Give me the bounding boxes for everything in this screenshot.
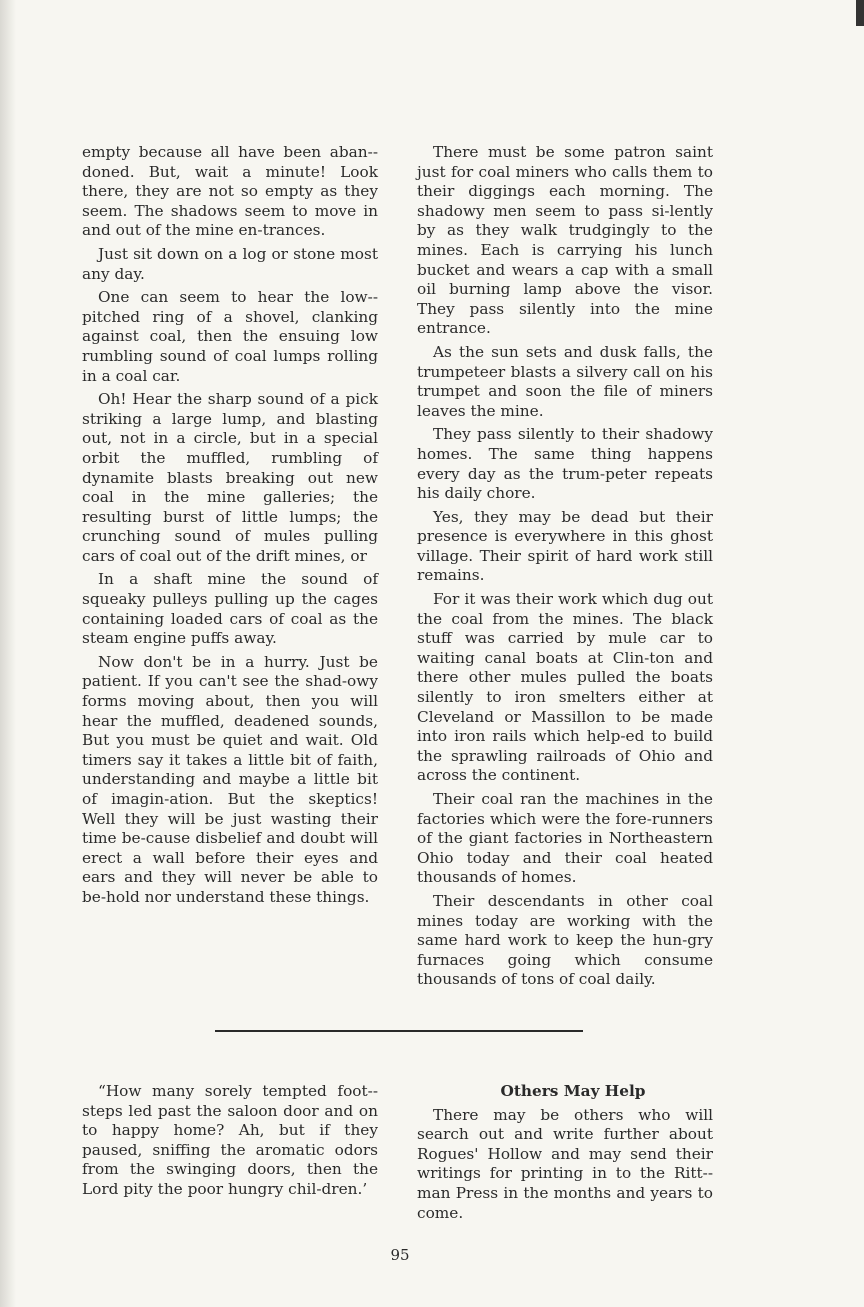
section-heading: Others May Help [500, 1082, 646, 1100]
paragraph: empty because all have been aban-doned. But, wait a minute! Look there, they are not so empty as they seem. The shadows seem to move in and out of the mine en-trances. [82, 143, 378, 240]
paragraph: As the sun sets and dusk falls, the trumpeteer blasts a silvery call on his trumpet and soon the file of miners leaves the mine. [417, 342, 713, 420]
paragraph: Their descendants in other coal mines today are working with the same hard work to keep the hun-gry furnaces going which consume thousands of tons of coal daily. [417, 891, 713, 989]
section-divider [215, 1030, 583, 1032]
paragraph: In a shaft mine the sound of squeaky pulleys pulling up the cages containing loaded cars of coal as the steam engine puffs away. [82, 570, 378, 648]
paragraph: There may be others who will search out and write further about Rogues' Hollow and may send their writings for printing in to the Ritt-man Press in the months and years to come. [417, 1105, 713, 1222]
paragraph: Now don't be in a hurry. Just be patient. If you can't see the shad-owy forms moving about, then you will hear the muffled, deadened sounds, But you must be quiet and wait. Old timers say it takes a little bit of faith, understanding and maybe a little bit of imagin-ation. But the skeptics! Well they will be just wasting their time be-cause disbelief and doubt will erect a wall before their eyes and ears and they will never be able to be-hold nor understand these things. [82, 652, 378, 906]
page-edge-mark [856, 0, 864, 26]
paragraph: One can seem to hear the low-pitched ring of a shovel, clanking against coal, then the ensuing low rumbling sound of coal lumps rolling in a coal car. [82, 288, 378, 385]
paragraph: For it was their work which dug out the coal from the mines. The black stuff was carried by mule car to waiting canal boats at Clin-ton and there other mules pulled the boats silently to iron smelters either at Cleveland or Massillon to be made into iron rails which help-ed to build the sprawling railroads of Ohio and across the continent. [417, 590, 713, 785]
page-number: 95 [390, 1246, 410, 1264]
paragraph: Just sit down on a log or stone most any day. [82, 244, 378, 283]
right-column [417, 143, 713, 994]
page-binding-shadow [0, 0, 16, 1307]
quote-block [82, 1082, 378, 1204]
others-may-help-section [417, 1082, 713, 1227]
paragraph: Yes, they may be dead but their presence is everywhere in this ghost village. Their spirit of hard work still remains. [417, 507, 713, 585]
paragraph: Their coal ran the machines in the factories which were the fore-runners of the giant factories in Northeastern Ohio today and their coal heated thousands of homes. [417, 790, 713, 887]
paragraph: Oh! Hear the sharp sound of a pick striking a large lump, and blasting out, not in a circle, but in a special orbit the muffled, rumbling of dynamite blasts breaking out new coal in the mine galleries; the resulting burst of little lumps; the crunching sound of mules pulling cars of coal out of the drift mines, or [82, 390, 378, 565]
left-column [82, 143, 378, 912]
paragraph: They pass silently to their shadowy homes. The same thing happens every day as the trum-peter repeats his daily chore. [417, 425, 713, 503]
quote-paragraph: “How many sorely tempted foot-steps led past the saloon door and on to happy home? Ah, but if they paused, sniffing the aromatic odors from the swinging doors, then the Lord pity the poor hungry chil-dren.’ [82, 1082, 378, 1198]
paragraph: There must be some patron saint just for coal miners who calls them to their diggings each morning. The shadowy men seem to pass si-lently by as they walk trudgingly to the mines. Each is carrying his lunch bucket and wears a cap with a small oil burning lamp above the visor. They pass silently into the mine entrance. [417, 143, 713, 338]
